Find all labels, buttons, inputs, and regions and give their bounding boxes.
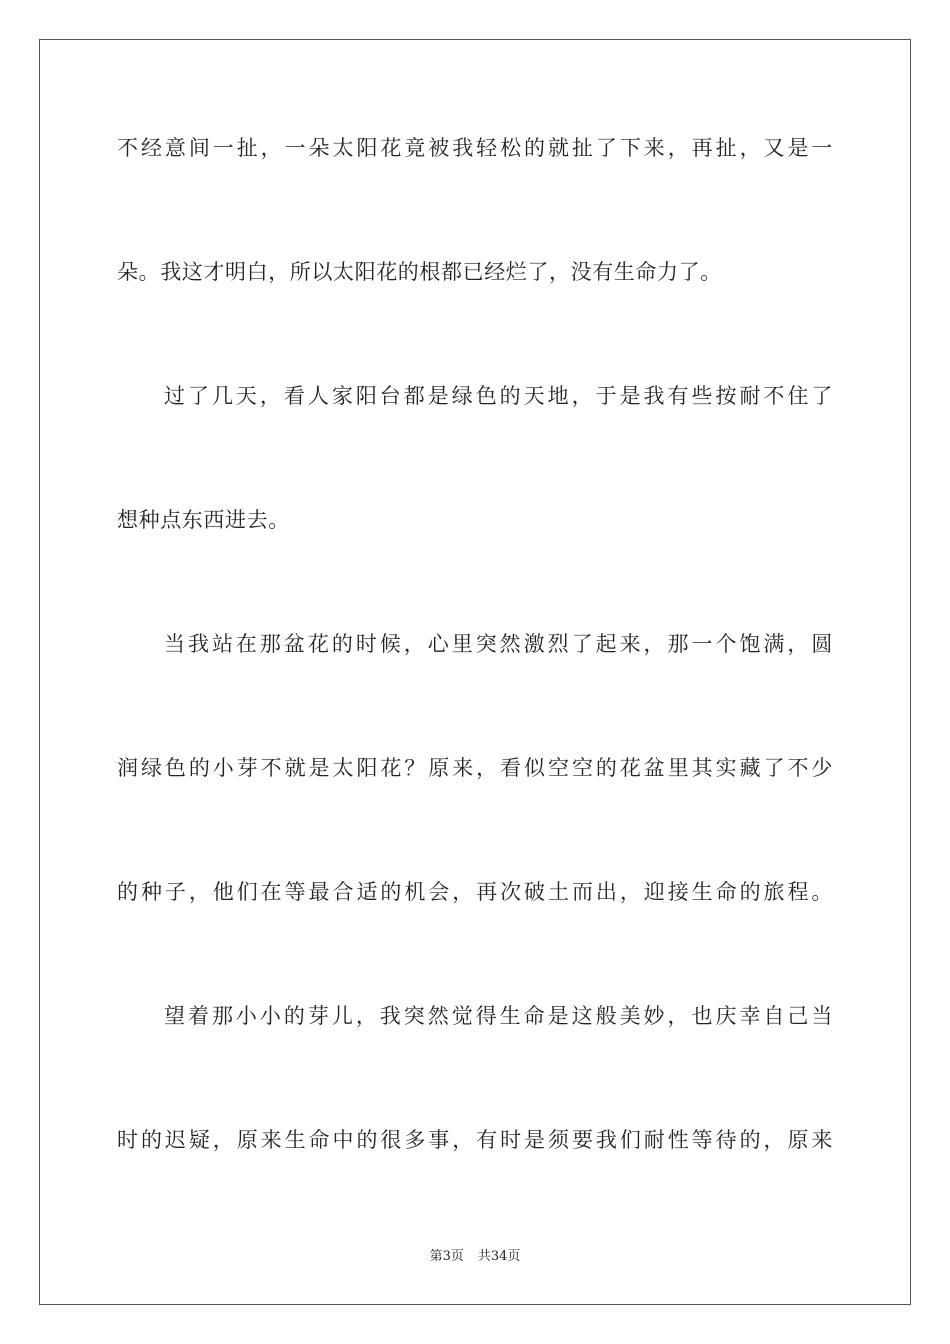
- text-line-3: 过了几天，看人家阳台都是绿色的天地，于是我有些按耐不住了: [164, 384, 833, 408]
- text-line-2: 朵。我这才明白，所以太阳花的根都已经烂了，没有生命力了。: [117, 260, 722, 284]
- page-frame: [39, 39, 911, 1305]
- text-line-9: 时的迟疑，原来生命中的很多事，有时是须要我们耐性等待的，原来: [117, 1128, 833, 1152]
- text-line-7: 的种子，他们在等最合适的机会，再次破土而出，迎接生命的旅程。: [117, 880, 833, 904]
- text-line-6: 润绿色的小芽不就是太阳花？原来，看似空空的花盆里其实藏了不少: [117, 756, 833, 780]
- page-total: 共34页: [477, 1249, 521, 1264]
- page-footer: [0, 1248, 950, 1266]
- text-line-5: 当我站在那盆花的时候，心里突然激烈了起来，那一个饱满，圆: [164, 632, 833, 656]
- text-line-1: 不经意间一扯，一朵太阳花竟被我轻松的就扯了下来，再扯，又是一: [117, 136, 833, 160]
- text-line-8: 望着那小小的芽儿，我突然觉得生命是这般美妙，也庆幸自己当: [164, 1004, 833, 1028]
- page-number: 第3页: [429, 1249, 464, 1264]
- text-line-4: 想种点东西进去。: [117, 508, 290, 532]
